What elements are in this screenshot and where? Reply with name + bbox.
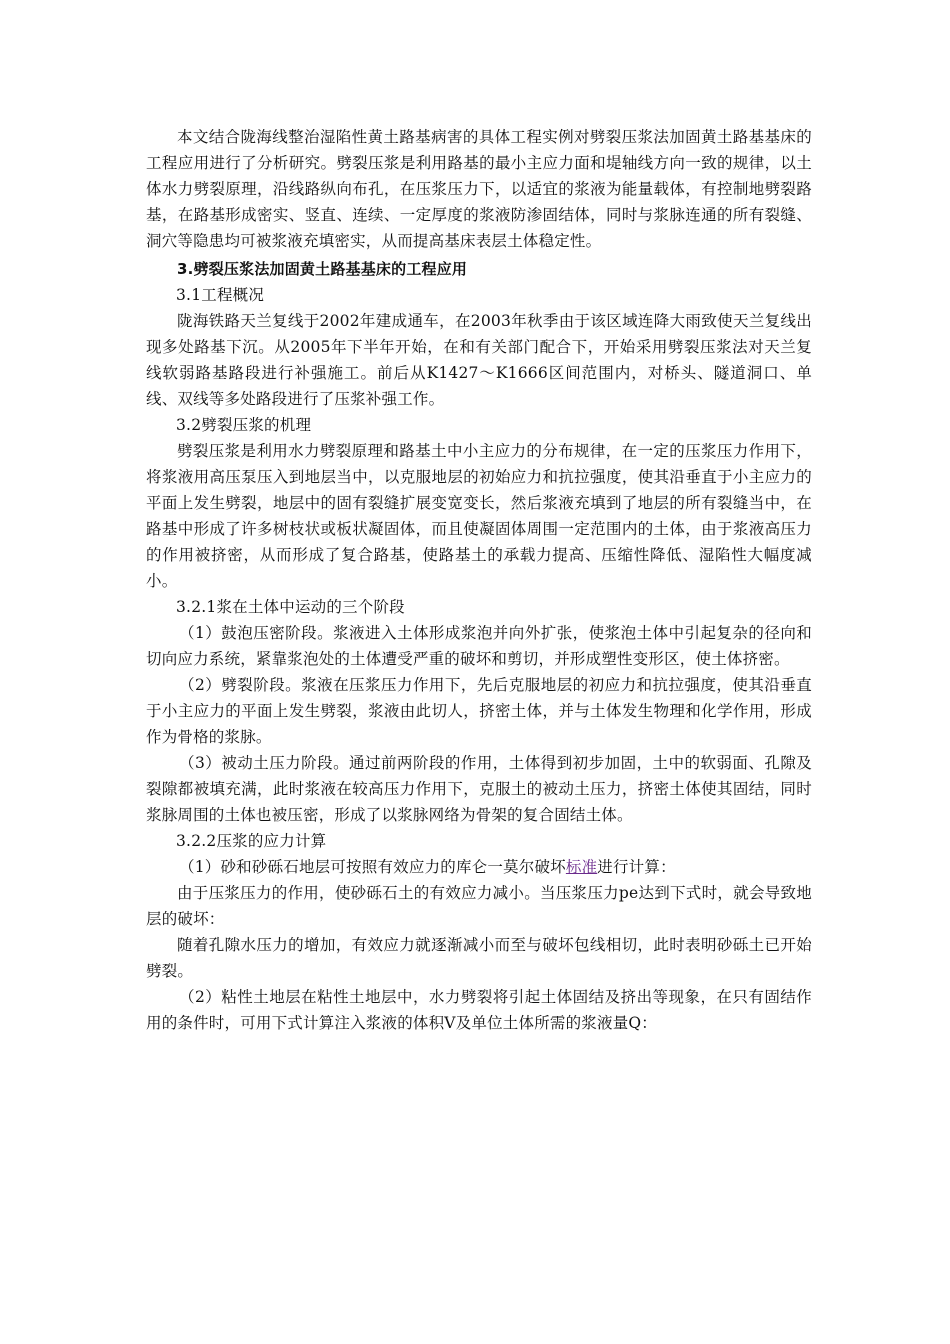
section-3-2-2-heading: 3.2.2压浆的应力计算 xyxy=(176,832,327,850)
calc-1-paragraph xyxy=(146,854,812,880)
stage-2-paragraph: （2）劈裂阶段。浆液在压浆压力作用下，先后克服地层的初应力和抗拉强度，使其沿垂直于小主应力的平面上发生劈裂，浆液由此切人，挤密土体，并与土体发生物理和化学作用，形成作为骨格的浆脉。 xyxy=(146,676,812,746)
stage-1-paragraph: （1）鼓泡压密阶段。浆液进入土体形成浆泡并向外扩张，使浆泡土体中引起复杂的径向和切向应力系统，紧靠浆泡处的土体遭受严重的破坏和剪切，并形成塑性变形区，使土体挤密。 xyxy=(146,624,812,668)
stage-3-paragraph: （3）被动土压力阶段。通过前两阶段的作用，土体得到初步加固，土中的软弱面、孔隙及裂隙都被填充满，此时浆液在较高压力作用下，克服土的被动土压力，挤密土体使其固结，同时浆脉周围的土体也被压密，形成了以浆脉网络为骨架的复合固结土体。 xyxy=(146,754,812,824)
section-3-1-heading: 3.1工程概况 xyxy=(176,286,265,304)
section-3-2-1-heading: 3.2.1浆在土体中运动的三个阶段 xyxy=(176,598,405,616)
calc-2-paragraph: （2）粘性土地层在粘性土地层中，水力劈裂将引起土体固结及挤出等现象，在只有固结作用的条件时，可用下式计算注入浆液的体积V及单位土体所需的浆液量Q： xyxy=(146,988,812,1032)
calc-1b-paragraph: 随着孔隙水压力的增加，有效应力就逐渐减小而至与破坏包线相切，此时表明砂砾土已开始劈裂。 xyxy=(146,936,812,980)
standard-link[interactable]: 标准 xyxy=(565,858,598,876)
calc-1-text-pre: （1）砂和砂砾石地层可按照有效应力的库仑一莫尔破坏 xyxy=(179,858,566,876)
document-body xyxy=(146,124,812,1036)
intro-paragraph: 本文结合陇海线整治湿陷性黄土路基病害的具体工程实例对劈裂压浆法加固黄土路基基床的工程应用进行了分析研究。劈裂压浆是利用路基的最小主应力面和堤轴线方向一致的规律，以土体水力劈裂原理，沿线路纵向布孔，在压浆压力下，以适宜的浆液为能量载体，有控制地劈裂路基，在路基形成密实、竖直、连续、一定厚度的浆液防渗固结体，同时与浆脉连通的所有裂缝、洞穴等隐患均可被浆液充填密实，从而提高基床表层土体稳定性。 xyxy=(146,128,812,250)
section-3-1-paragraph: 陇海铁路天兰复线于2002年建成通车，在2003年秋季由于该区域连降大雨致使天兰复线出现多处路基下沉。从2005年下半年开始，在和有关部门配合下，开始采用劈裂压浆法对天兰复线软弱路基路段进行补强施工。前后从K1427～K1666区间范围内，对桥头、隧道洞口、单线、双线等多处路段进行了压浆补强工作。 xyxy=(146,312,812,408)
calc-1-text-post: 进行计算： xyxy=(597,858,676,876)
section-3-heading: 3.劈裂压浆法加固黄土路基基床的工程应用 xyxy=(177,260,468,278)
calc-1a-paragraph: 由于压浆压力的作用，使砂砾石土的有效应力减小。当压浆压力pe达到下式时，就会导致地层的破坏： xyxy=(146,884,812,928)
section-3-2-paragraph: 劈裂压浆是利用水力劈裂原理和路基土中小主应力的分布规律，在一定的压浆压力作用下，将浆液用高压泵压入到地层当中，以克服地层的初始应力和抗拉强度，使其沿垂直于小主应力的平面上发生劈裂，地层中的固有裂缝扩展变宽变长，然后浆液充填到了地层的所有裂缝当中，在路基中形成了许多树枝状或板状凝固体，而且使凝固体周围一定范围内的土体，由于浆液高压力的作用被挤密，从而形成了复合路基，使路基土的承载力提高、压缩性降低、湿陷性大幅度减小。 xyxy=(146,442,812,590)
section-3-2-heading: 3.2劈裂压浆的机理 xyxy=(176,416,312,434)
